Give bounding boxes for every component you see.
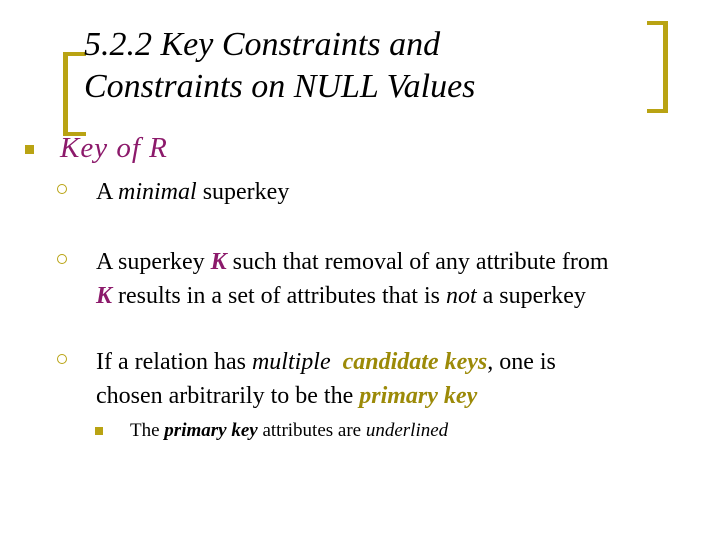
- item-3-text-c: chosen arbitrarily to be the: [96, 383, 360, 409]
- item-2-text-c: results in a set of attributes that is: [112, 283, 446, 309]
- item-3-text-a: If a relation has: [96, 349, 252, 375]
- ring-bullet-icon: [57, 184, 67, 194]
- list-item-3: [96, 345, 706, 413]
- item-1-text-b: superkey: [196, 179, 290, 205]
- sub-item-primary-key: primary key: [164, 420, 258, 441]
- item-3-emphasis-multiple: multiple: [251, 349, 331, 375]
- item-1-text-a: A: [96, 179, 119, 205]
- ring-bullet-icon: [57, 254, 67, 264]
- item-3-candidate-keys: candidate keys: [342, 349, 488, 375]
- item-2-var-k-1: K: [210, 249, 227, 275]
- slide-title: [84, 24, 644, 108]
- item-2-var-k-2: K: [96, 283, 113, 309]
- item-3-text-b: , one is: [487, 349, 556, 375]
- right-bracket-decoration: [647, 21, 668, 113]
- square-bullet-icon: [25, 145, 34, 154]
- ring-bullet-icon: [57, 354, 67, 364]
- item-3-primary-key: primary key: [359, 383, 478, 409]
- title-line-2: Constraints on NULL Values: [84, 68, 476, 105]
- list-item-1: [96, 175, 706, 209]
- item-2-text-a: A superkey: [96, 249, 211, 275]
- bullet-heading: Key of R: [60, 132, 168, 164]
- square-bullet-icon: [95, 427, 103, 435]
- sub-list-item: [130, 418, 690, 444]
- item-2-text-b: such that removal of any attribute from: [226, 249, 609, 275]
- title-line-1: 5.2.2 Key Constraints and: [84, 26, 441, 63]
- item-2-emphasis-not: not: [445, 283, 477, 309]
- sub-item-text-a: The: [130, 420, 165, 441]
- item-1-emphasis: minimal: [118, 179, 197, 205]
- left-bracket-decoration: [63, 52, 86, 136]
- list-item-2: [96, 245, 706, 313]
- item-2-text-d: a superkey: [476, 283, 586, 309]
- sub-item-text-b: attributes are: [257, 420, 366, 441]
- sub-item-underlined: underlined: [365, 420, 449, 441]
